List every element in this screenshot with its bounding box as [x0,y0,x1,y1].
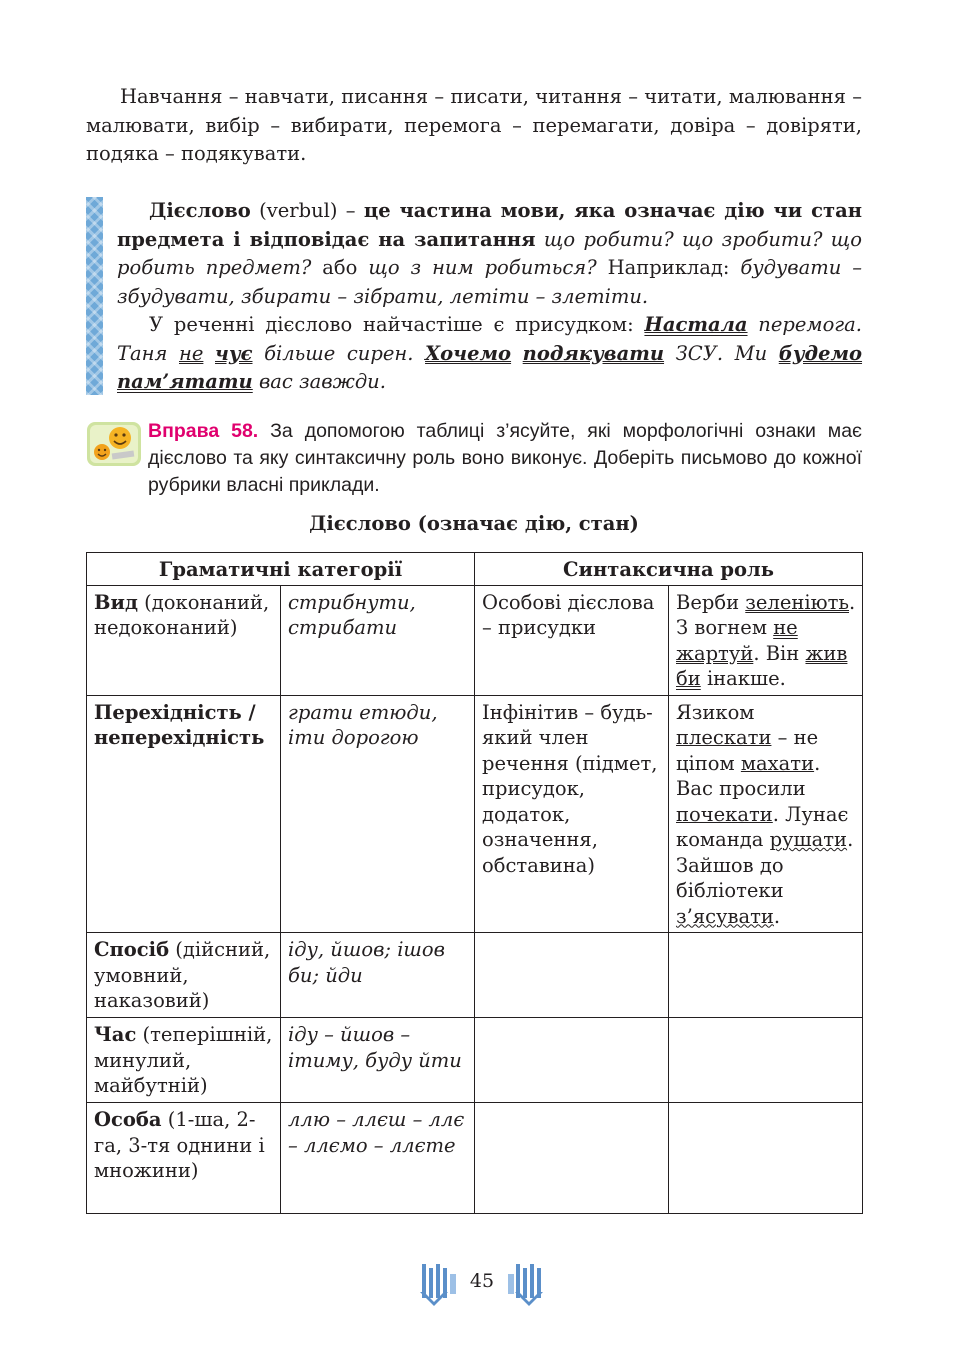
rule-definition: Дієслово (verbul) – це частина мови, яка означає дію чи стан предмета і відповідає на запитання що робити? що зробити? що робить предмет? або що з ним робиться? Наприклад: будувати – збудувати, збирати – зібрати, летіти – злетіти. [117,199,863,308]
page-footer [420,1262,544,1306]
role-example-cell [669,1103,863,1214]
category-cell: Вид (доконаний, недоконаний) [87,585,281,695]
role-example-cell [669,933,863,1018]
header-syntactic-role: Синтаксична роль [475,553,863,586]
role-cell [475,1018,669,1103]
predicate-word: будемо [778,341,863,365]
role-cell [475,933,669,1018]
example-cell: ллю – ллєш – ллє – ллємо – ллєте [281,1103,475,1214]
example-cell: стрибнути, стрибати [281,585,475,695]
intro-paragraph [86,83,862,169]
rule-example-sentence: У реченні дієслово найчастіше є присудком: Настала перемога. Таня не чує більше сирен. Хочемо подякувати ЗСУ. Ми будемо пам’ятати вас завжди. [117,313,863,393]
predicate-word: подякувати [522,341,665,365]
role-cell: Особові дієслова – присудки [475,585,669,695]
predicate-word: пам’ятати [117,370,253,393]
role-example-cell [669,1018,863,1103]
predicate-word: чує [215,341,253,365]
table-title: Дієслово (означає дію, стан) [309,512,639,535]
predicate-word: Хочемо [425,341,512,365]
header-grammatical-categories: Граматичні категорії [87,553,475,586]
category-cell: Спосіб (дійсний, умовний, наказовий) [87,933,281,1018]
role-example-cell: Язиком плескати – не ціпом махати. Вас просили почекати. Лунає команда рушати. Зайшов до бібліотеки з’ясувати. [669,695,863,933]
rule-text [117,197,862,397]
verb-table [86,552,863,1214]
rule-box [86,197,862,395]
role-cell: Інфінітив – будь-який член речення (підмет, присудок, додаток, означення, обставина) [475,695,669,933]
smiley-pencil-icon [86,418,142,468]
example-cell: іду – йшов – ітиму, буду йти [281,1018,475,1103]
predicate-word: Настала [644,313,748,336]
exercise-label: Вправа 58. [148,420,259,442]
rule-side-bar [86,197,103,395]
table-header-row [87,553,863,586]
example-cell: грати етюди, іти дорогою [281,695,475,933]
table-row [87,585,863,695]
category-cell: Перехідність / неперехідність [87,695,281,933]
role-example-cell: Верби зеленіють. З вогнем не жартуй. Він жив би інакше. [669,585,863,695]
intro-text: Навчання – навчати, писання – писати, читання – читати, малювання – малювати, вибір – вибирати, перемога – перемагати, довіра – довіряти, подяка – подякувати. [86,85,862,165]
predicate-word: не [179,341,204,365]
rule-term: Дієслово [149,199,251,222]
category-cell: Особа (1-ша, 2-га, 3-тя однини і множини) [87,1103,281,1214]
role-cell [475,1103,669,1214]
table-row [87,1018,863,1103]
exercise-58 [86,418,862,498]
table-row [87,695,863,933]
table-row [87,1103,863,1214]
page-number: 45 [469,1270,495,1292]
category-cell: Час (теперішній, минулий, майбутній) [87,1018,281,1103]
exercise-text: Вправа 58. За допомогою таблиці з’ясуйте, які морфологічні ознаки має дієслово та яку синтаксичну роль воно виконує. Доберіть письмово до кожної рубрики власні приклади. [148,420,863,496]
example-cell: іду, йшов; ішов би; йди [281,933,475,1018]
table-row [87,933,863,1018]
